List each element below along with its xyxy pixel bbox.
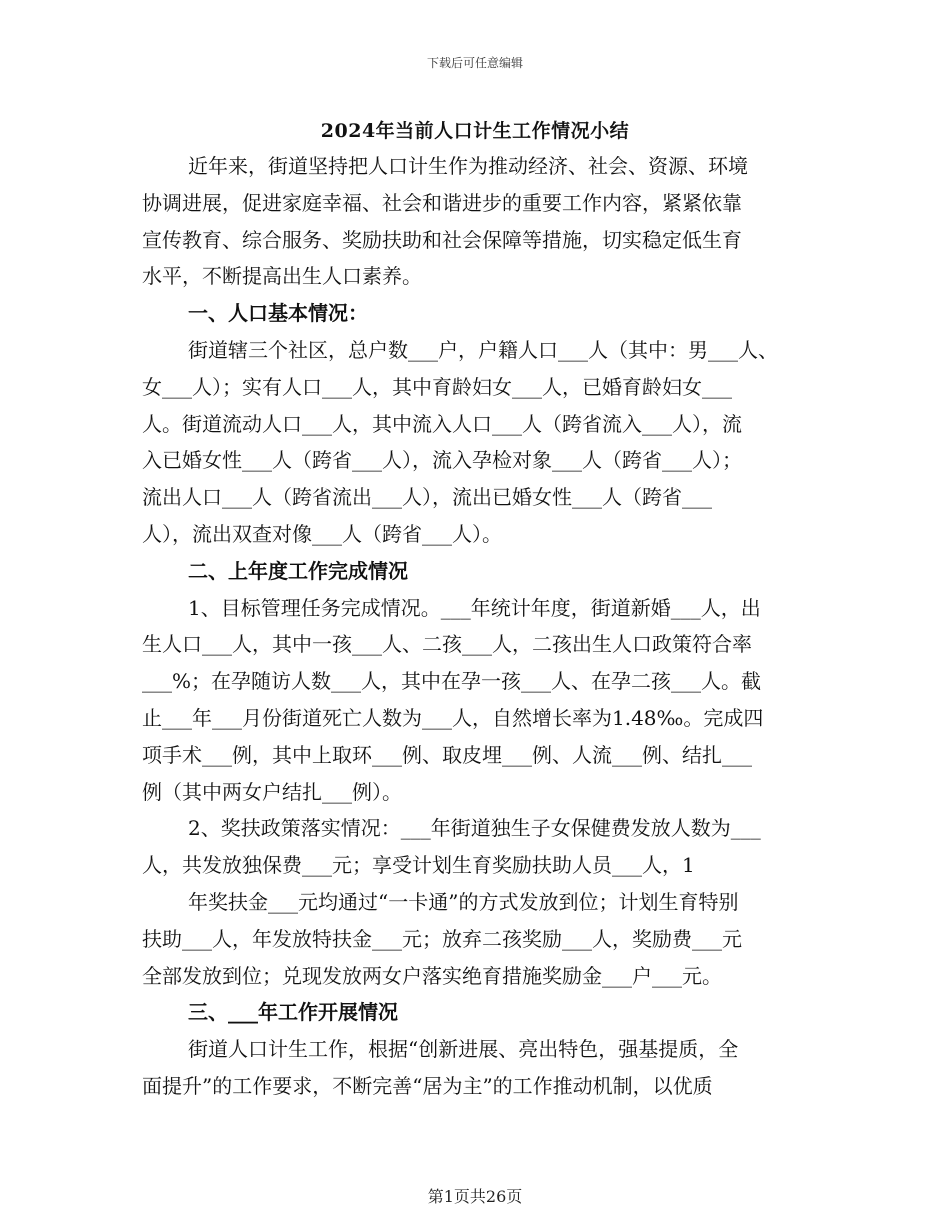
body-line: 街道辖三个社区，总户数___户，户籍人口___人（其中：男___人、 (188, 337, 778, 362)
body-line: 全部发放到位；兑现发放两女户落实绝育措施奖励金___户___元。 (142, 963, 722, 988)
body-line: 人，共发放独保费___元；享受计划生育奖励扶助人员___人，1 (142, 853, 695, 878)
body-line: ___%；在孕随访人数___人，其中在孕一孩___人、在孕二孩___人。截 (142, 669, 762, 694)
body-line: 水平，不断提高出生人口素养。 (142, 264, 422, 289)
body-line: 例（其中两女户结扎___例）。 (142, 779, 402, 804)
body-line: 协调进展，促进家庭幸福、社会和谐进步的重要工作内容，紧紧依靠 (142, 190, 742, 215)
download-note: 下载后可任意编辑 (426, 56, 523, 70)
body-line: 入已婚女性___人（跨省___人），流入孕检对象___人（跨省___人）； (142, 448, 742, 473)
body-line: 近年来，街道坚持把人口计生作为推动经济、社会、资源、环境 (188, 154, 748, 178)
body-line: 流出人口___人（跨省流出___人），流出已婚女性___人（跨省___ (142, 485, 712, 510)
section-heading: 一、人口基本情况： (188, 301, 368, 326)
body-line: 项手术___例，其中上取环___例、取皮埋___例、人流___例、结扎___ (142, 742, 752, 767)
body-line: 生人口___人，其中一孩___人、二孩___人，二孩出生人口政策符合率 (142, 632, 752, 657)
page-number: 第1页共26页 (427, 1187, 523, 1206)
body-line: 面提升”的工作要求，不断完善“居为主”的工作推动机制，以优质 (142, 1073, 713, 1098)
body-line: 1、目标管理任务完成情况。___年统计年度，街道新婚___人，出 (188, 595, 761, 620)
section-heading: 二、上年度工作完成情况 (188, 558, 408, 583)
body-line: 人。街道流动人口___人，其中流入人口___人（跨省流入___人），流 (142, 411, 742, 436)
body-line: 女___人）；实有人口___人，其中育龄妇女___人，已婚育龄妇女___ (142, 374, 732, 399)
body-line: 街道人口计生工作，根据“创新进展、亮出特色，强基提质，全 (188, 1037, 739, 1062)
body-line: 年奖扶金___元均通过“一卡通”的方式发放到位；计划生育特别 (188, 889, 739, 914)
section-heading: 三、___年工作开展情况 (188, 1000, 398, 1025)
body-line: 2、奖扶政策落实情况：___年街道独生子女保健费发放人数为___ (188, 816, 761, 841)
body-line: 宣传教育、综合服务、奖励扶助和社会保障等措施，切实稳定低生育 (142, 227, 742, 252)
document-title: 2024年当前人口计生工作情况小结 (320, 120, 630, 142)
body-line: 扶助___人，年发放特扶金___元；放弃二孩奖励___人，奖励费___元 (142, 926, 742, 951)
body-line: 止___年___月份街道死亡人数为___人，自然增长率为1.48‰。完成四 (142, 705, 764, 730)
document-body (142, 148, 808, 1105)
body-line: 人），流出双查对像___人（跨省___人）。 (142, 521, 502, 546)
